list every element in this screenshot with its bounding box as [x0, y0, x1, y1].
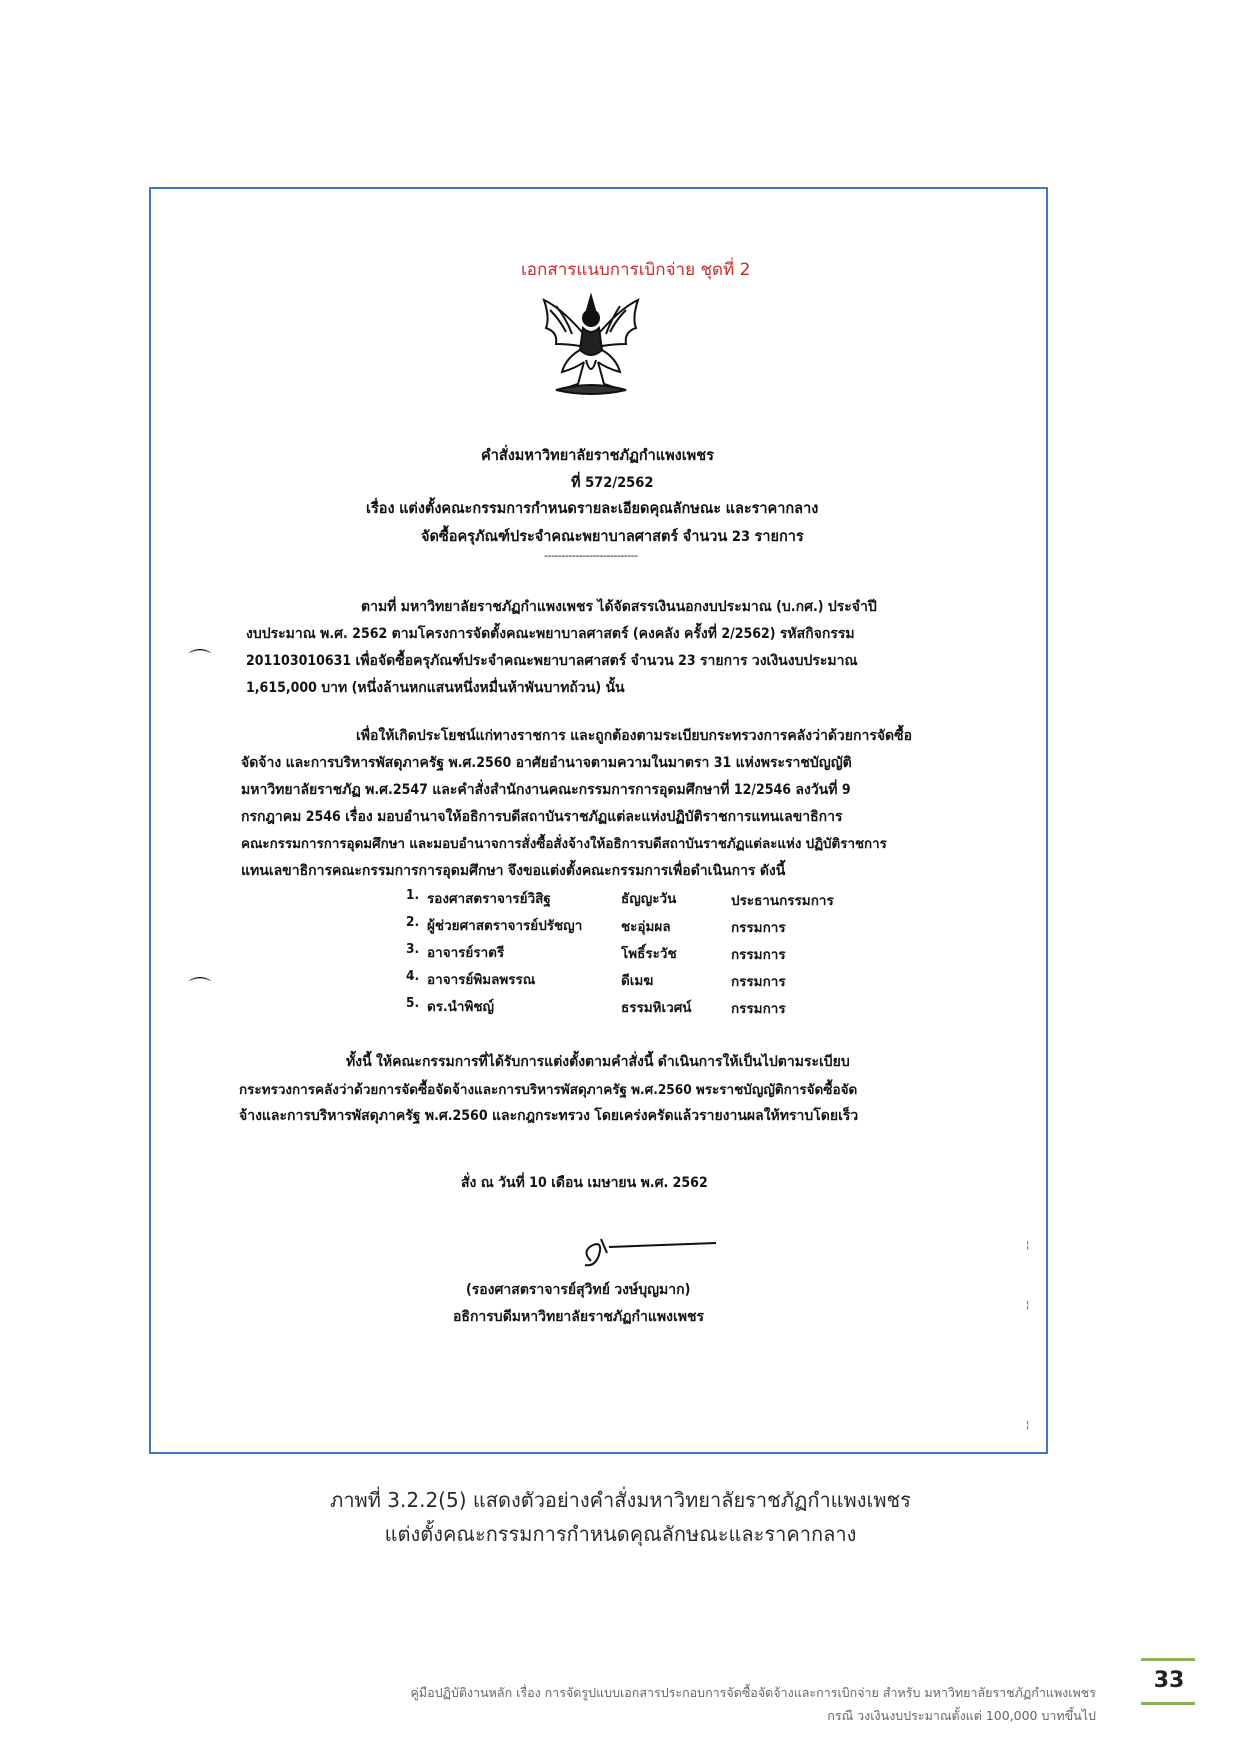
member-role: กรรมการ: [731, 947, 786, 963]
order-date: สั่ง ณ วันที่ 10 เดือน เมษายน พ.ศ. 2562: [461, 1175, 708, 1191]
member-surname: โพธิ์ระวัช: [621, 946, 677, 962]
scan-edge-mark: ¦: [1026, 1420, 1030, 1431]
member-number: 3.: [406, 941, 420, 957]
signature-mark: [571, 1231, 721, 1273]
document-scan-frame: [149, 187, 1048, 1454]
footer-line-2: กรณี วงเงินงบประมาณตั้งแต่ 100,000 บาทขึ้นไป: [827, 1708, 1096, 1723]
member-role: กรรมการ: [731, 974, 786, 990]
scan-edge-mark: ¦: [1026, 1300, 1030, 1311]
para1-line: 201103010631 เพื่อจัดซื้อครุภัณฑ์ประจำคณะพยาบาลศาสตร์ จำนวน 23 รายการ วงเงินงบประมาณ: [246, 653, 858, 669]
subject-line-1: เรื่อง แต่งตั้งคณะกรรมการกำหนดรายละเอียดคุณลักษณะ และราคากลาง: [366, 501, 819, 517]
margin-mark: ⌒: [189, 649, 212, 674]
member-number: 1.: [406, 887, 420, 903]
member-role: กรรมการ: [731, 1001, 786, 1017]
member-number: 2.: [406, 914, 420, 930]
member-surname: ดีเมฆ: [621, 973, 654, 989]
page-number-top-bar: [1141, 1658, 1195, 1661]
member-role: ประธานกรรมการ: [731, 893, 834, 909]
para2-line: แทนเลขาธิการคณะกรรมการการอุดมศึกษา จึงขอแต่งตั้งคณะกรรมการเพื่อดำเนินการ ดังนี้: [241, 863, 786, 879]
para3-line: จ้างและการบริหารพัสดุภาครัฐ พ.ศ.2560 และกฎกระทรวง โดยเคร่งครัดแล้วรายงานผลให้ทราบโดยเร็ว: [239, 1108, 859, 1124]
member-number: 4.: [406, 968, 420, 984]
figure-caption-line-2: แต่งตั้งคณะกรรมการกำหนดคุณลักษณะและราคากลาง: [384, 1522, 857, 1546]
scan-edge-mark: ¦: [1026, 1240, 1030, 1251]
para3-line: กระทรวงการคลังว่าด้วยการจัดซื้อจัดจ้างและการบริหารพัสดุภาครัฐ พ.ศ.2560 พระราชบัญญัติการจัดซื้อจัด: [239, 1082, 858, 1098]
para3-line: ทั้งนี้ ให้คณะกรรมการที่ได้รับการแต่งตั้งตามคำสั่งนี้ ดำเนินการให้เป็นไปตามระเบียบ: [346, 1054, 850, 1070]
para2-line: คณะกรรมการการอุดมศึกษา และมอบอำนาจการสั่งซื้อสั่งจ้างให้อธิการบดีสถาบันราชภัฏแต่ละแห่ง ปฏิบัติราชการ: [241, 837, 887, 852]
attachment-heading: เอกสารแนบการเบิกจ่าย ชุดที่ 2: [521, 260, 751, 280]
para2-line: กรกฎาคม 2546 เรื่อง มอบอำนาจให้อธิการบดีสถาบันราชภัฏแต่ละแห่งปฏิบัติราชการแทนเลขาธิการ: [241, 809, 843, 825]
figure-caption-line-1: ภาพที่ 3.2.2(5) แสดงตัวอย่างคำสั่งมหาวิทยาลัยราชภัฏกำแพงเพชร: [330, 1488, 911, 1512]
member-surname: ธรรมหิเวศน์: [621, 1000, 692, 1016]
subject-line-2: จัดซื้อครุภัณฑ์ประจำคณะพยาบาลศาสตร์ จำนวน 23 รายการ: [421, 529, 804, 545]
signer-name: (รองศาสตราจารย์สุวิทย์ วงษ์บุญมาก): [466, 1282, 691, 1298]
separator: ---------------------------: [544, 549, 638, 562]
para2-line: เพื่อให้เกิดประโยชน์แก่ทางราชการ และถูกต้องตามระเบียบกระทรวงการคลังว่าด้วยการจัดซื้อ: [356, 728, 913, 744]
member-name: อาจารย์ราตรี: [427, 945, 505, 961]
margin-mark: ⌒: [189, 977, 212, 1002]
member-role: กรรมการ: [731, 920, 786, 936]
member-number: 5.: [406, 995, 420, 1011]
para2-line: มหาวิทยาลัยราชภัฏ พ.ศ.2547 และคำสั่งสำนักงานคณะกรรมการการอุดมศึกษาที่ 12/2546 ลงวันที่ 9: [241, 782, 851, 798]
member-surname: ชะอุ่มผล: [621, 919, 671, 935]
signer-position: อธิการบดีมหาวิทยาลัยราชภัฏกำแพงเพชร: [453, 1309, 705, 1325]
para1-line: งบประมาณ พ.ศ. 2562 ตามโครงการจัดตั้งคณะพยาบาลศาสตร์ (คงคลัง ครั้งที่ 2/2562) รหัสกิจกรรม: [246, 626, 855, 642]
footer-line-1: คู่มือปฏิบัติงานหลัก เรื่อง การจัดรูปแบบเอกสารประกอบการจัดซื้อจัดจ้างและการเบิกจ่าย สำหรับ มหาวิทยาลัยราชภัฏกำแพงเพชร: [410, 1685, 1096, 1700]
order-title: คำสั่งมหาวิทยาลัยราชภัฏกำแพงเพชร: [481, 448, 714, 464]
member-name: รองศาสตราจารย์วิสิฐ: [427, 891, 551, 907]
page-number: 33: [1153, 1668, 1185, 1693]
page-number-bottom-bar: [1141, 1702, 1195, 1705]
para2-line: จัดจ้าง และการบริหารพัสดุภาครัฐ พ.ศ.2560 อาศัยอำนาจตามความในมาตรา 31 แห่งพระราชบัญญัติ: [241, 755, 852, 771]
garuda-emblem: [536, 288, 646, 401]
member-name: อาจารย์พิมลพรรณ: [427, 972, 536, 988]
para1-line: 1,615,000 บาท (หนึ่งล้านหกแสนหนึ่งหมื่นห้าพันบาทถ้วน) นั้น: [246, 680, 625, 696]
order-number: ที่ 572/2562: [571, 475, 654, 491]
member-surname: ธัญญะวัน: [621, 891, 677, 907]
member-name: ผู้ช่วยศาสตราจารย์ปรัชญา: [427, 918, 583, 934]
member-name: ดร.นำพิชญ์: [427, 999, 495, 1015]
para1-line: ตามที่ มหาวิทยาลัยราชภัฏกำแพงเพชร ได้จัดสรรเงินนอกงบประมาณ (บ.กศ.) ประจำปี: [361, 599, 877, 615]
